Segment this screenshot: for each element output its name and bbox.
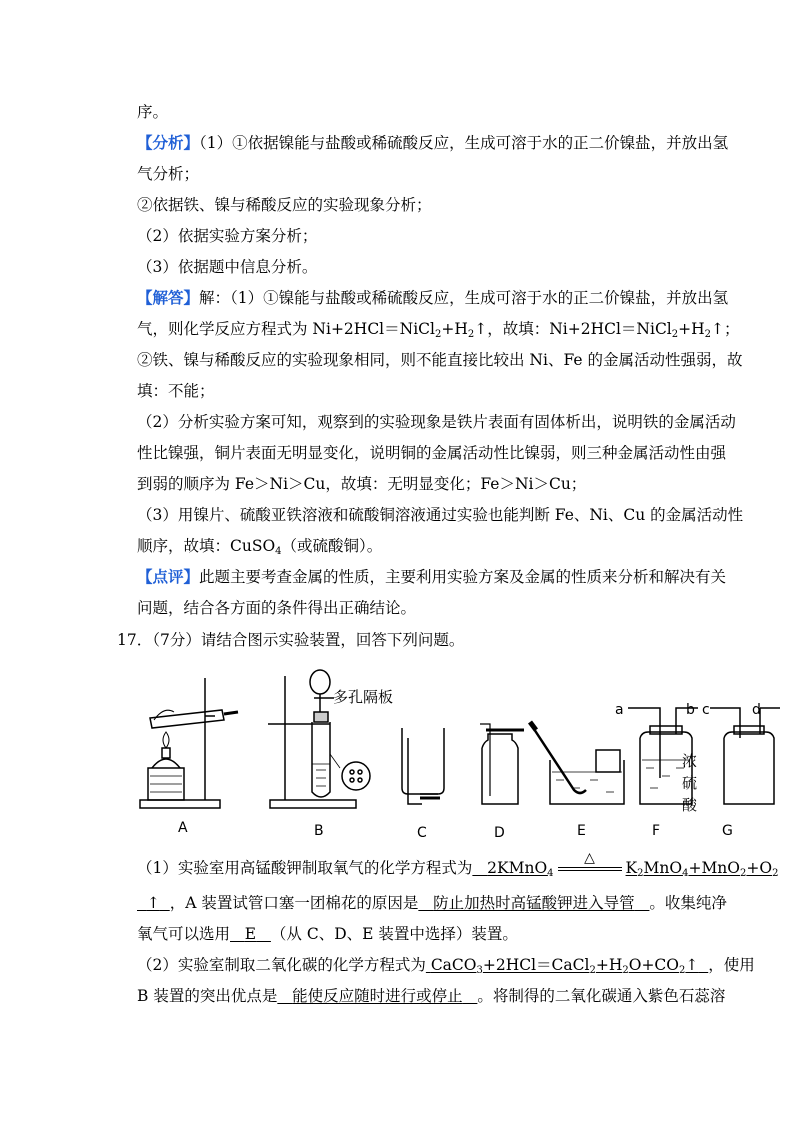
text: ↑，故填：Ni+2HCl＝NiCl [474, 320, 672, 338]
answer-1b-line [137, 893, 727, 913]
answer-line [137, 288, 728, 308]
text-line: 到弱的顺序为 Fe＞Ni＞Cu，故填：无明显变化；Fe＞Ni＞Cu； [137, 475, 587, 493]
port-c-label: c [702, 702, 710, 718]
comment-tag: 【点评】 [137, 568, 200, 586]
apparatus-d [480, 724, 524, 804]
text: B 装置的突出优点是 [137, 987, 278, 1005]
subscript: 2 [671, 329, 679, 340]
text-line: （2）依据实验方案分析； [137, 227, 318, 245]
subscript: 2 [434, 329, 442, 340]
text-line: （3）用镍片、硫酸亚铁溶液和硫酸铜溶液通过实验也能判断 Fe、Ni、Cu 的金属活动性 [137, 506, 744, 524]
answer-tag: 【解答】 [137, 289, 200, 307]
text-line: 解：（1）①镍能与盐酸或稀硫酸反应，生成可溶于水的正二价镍盐，并放出氢 [199, 289, 729, 307]
conc-acid-3: 酸 [682, 796, 698, 814]
apparatus-figure [120, 668, 780, 848]
text: 氧气可以选用 [137, 925, 231, 943]
text-line: （2）分析实验方案可知，观察到的实验现象是铁片表面有固体析出，说明铁的金属活动 [137, 413, 736, 431]
port-b-label: b [686, 702, 695, 718]
text-line: 问题，结合各方面的条件得出正确结论。 [137, 599, 417, 617]
text: （或硫酸铜）。 [281, 537, 383, 555]
answer-2-line [137, 955, 755, 981]
text: ↑； [711, 320, 740, 338]
text-line: 性比镍强，铜片表面无明显变化，说明铜的金属活动性比镍弱，则三种金属活动性由强 [137, 444, 727, 462]
text-line: ②依据铁、镍与稀酸反应的实验现象分析； [137, 196, 432, 214]
port-a-label: a [615, 702, 624, 718]
label-c: C [417, 825, 427, 841]
text: （2）实验室制取二氧化碳的化学方程式为 [137, 956, 426, 974]
text-line: （3）依据题中信息分析。 [137, 258, 318, 276]
question-17: 17．（7分）请结合图示实验装置，回答下列问题。 [117, 631, 465, 649]
answer-2b-line [137, 986, 725, 1006]
apparatus-g [710, 708, 780, 804]
answer-blank: 能使反应随时进行或停止 [292, 987, 463, 1005]
text: （1）实验室用高锰酸钾制取氧气的化学方程式为 [137, 859, 473, 877]
text: 顺序，故填：CuSO [137, 537, 276, 555]
analysis-tag: 【分析】 [137, 134, 200, 152]
answer-1-line [137, 850, 779, 884]
label-d: D [494, 825, 505, 841]
text-line [137, 536, 382, 562]
label-f: F [652, 823, 661, 839]
text-line: 填：不能； [137, 382, 215, 400]
conc-acid-2: 硫 [682, 774, 698, 792]
label-a: A [178, 820, 188, 836]
text-line: 此题主要考查金属的性质，主要利用实验方案及金属的性质来分析和解决有关 [199, 568, 727, 586]
text-line: 序。 [137, 103, 169, 121]
text-line: 气分析； [137, 165, 200, 183]
text: 气，则化学反应方程式为 Ni+2HCl＝NiCl [137, 320, 435, 338]
label-e: E [577, 823, 586, 839]
equation-underlined: $CaCO_3+2HCl=CaCl_2+H_2O+CO_2↑$ [430, 956, 699, 976]
answer-blank: E [244, 925, 257, 943]
label-g: G [722, 823, 733, 839]
text: +H [678, 320, 705, 338]
equation-line [137, 319, 740, 345]
text: （从 C、D、E 装置中选择）装置。 [270, 925, 518, 943]
arrow-underlined: ↑ [146, 894, 160, 912]
text: ，使用 [708, 956, 755, 974]
analysis-line [137, 133, 728, 153]
subscript: 2 [704, 329, 712, 340]
subscript: 2 [467, 329, 475, 340]
apparatus-c [402, 728, 444, 804]
answer-blank: 防止加热时高锰酸钾进入导管 [433, 894, 635, 912]
porous-plate-label: 多孔隔板 [333, 688, 394, 706]
text-line: ②铁、镍与稀酸反应的实验现象相同，则不能直接比较出 Ni、Fe 的金属活动性强弱，故 [137, 351, 743, 369]
text: ，A 装置试管口塞一团棉花的原因是 [169, 894, 419, 912]
apparatus-e [530, 722, 624, 804]
text-line: （1）①依据镍能与盐酸或稀硫酸反应，生成可溶于水的正二价镍盐，并放出氢 [199, 134, 729, 152]
text: 。将制得的二氧化碳通入紫色石蕊溶 [477, 987, 726, 1005]
port-d-label: d [752, 702, 761, 718]
conc-acid-1: 浓 [682, 752, 698, 770]
apparatus-a [140, 678, 238, 808]
label-b: B [314, 823, 324, 839]
subscript: 4 [275, 546, 282, 557]
text: 。收集纯净 [649, 894, 727, 912]
comment-line [137, 567, 726, 587]
equation-underlined: 2KMnO$_4$ △ $K_2MnO_4+MnO_2+O_2$ [487, 850, 779, 879]
answer-1c-line [137, 924, 518, 944]
text: +H [441, 320, 468, 338]
